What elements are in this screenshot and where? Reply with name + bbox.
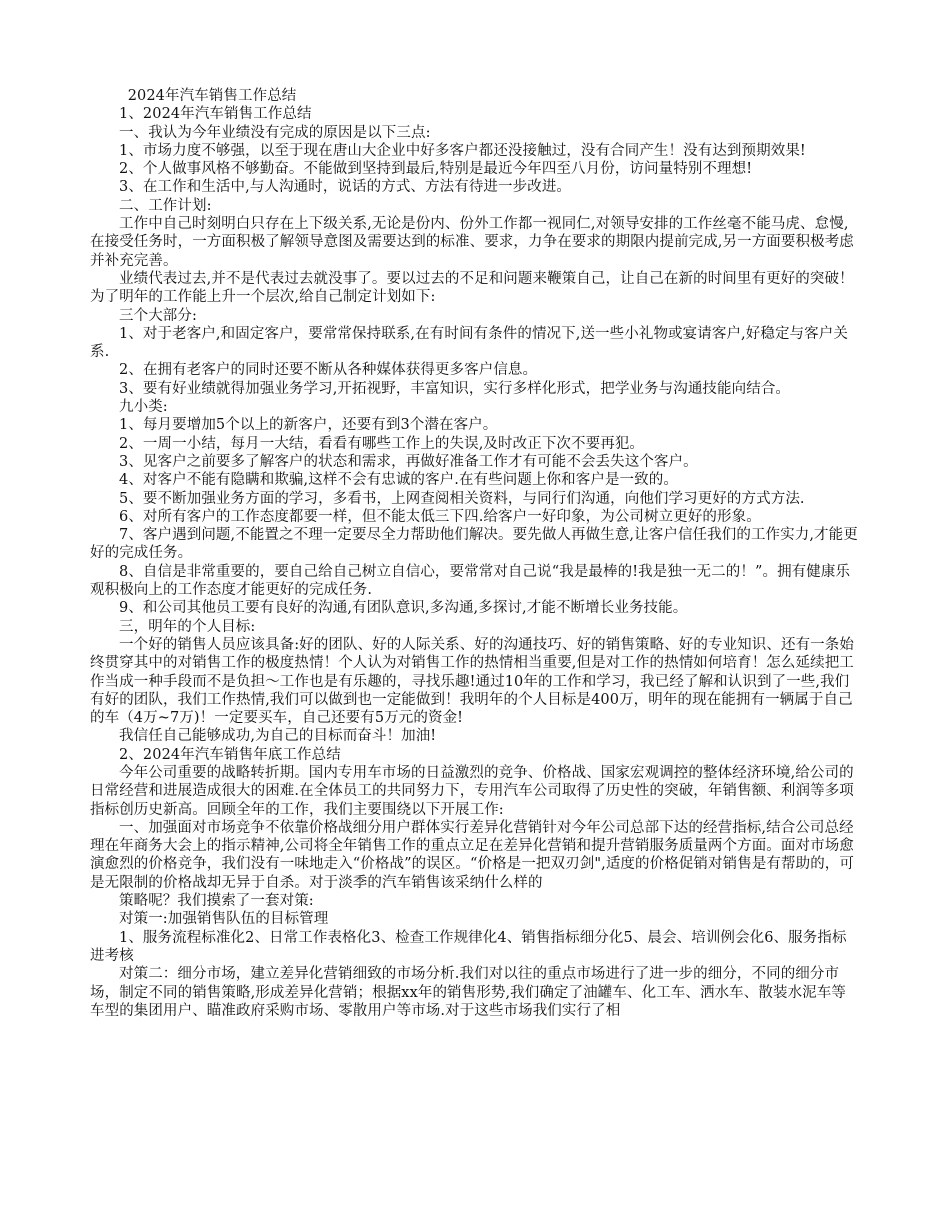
paragraph: 对策二：细分市场，建立差异化营销细致的市场分析.我们对以往的重点市场进行了进一步的细分，不同的细分市场，制定不同的销售策略,形成差异化营销；根据xx年的销售形势,我们确定了油罐车、化工车、洒水车、散装水泥车等车型的集团用户、瞄准政府采购市场、零散用户等市场.对于这些市场我们实行了相 <box>90 966 846 1019</box>
paragraph: 3、在工作和生活中,与人沟通时，说话的方式、方法有待进一步改进。 <box>119 179 572 196</box>
paragraph: 1、2024年汽车销售工作总结 <box>119 106 312 123</box>
paragraph: 2、2024年汽车销售年底工作总结 <box>119 746 341 763</box>
paragraph: 4、对客户不能有隐瞒和欺骗,这样不会有忠诚的客户.在有些问题上你和客户是一致的。 <box>119 472 678 489</box>
paragraph: 策略呢？我们摸索了一套对策: <box>119 893 314 910</box>
paragraph: 一个好的销售人员应该具备:好的团队、好的人际关系、好的沟通技巧、好的销售策略、好的专业知识、还有一条始终贯穿其中的对销售工作的极度热情！个人认为对销售工作的热情相当重要,但是对工作的热情如何培育！怎么延续把工作当成一种手段而不是负担～工作也是有乐趣的，寻找乐趣!通过10年的工作和学习，我已经了解和认识到了一些,我们有好的团队，我们工作热情,我们可以做到也一定能做到！我明年的个人目标是400万，明年的现在能拥有一辆属于自己的车（4万~7万)！一定要买车，自己还要有5万元的资金! <box>90 636 854 727</box>
paragraph: 一、加强面对市场竞争不依靠价格战细分用户群体实行差异化营销针对今年公司总部下达的经营指标,结合公司总经理在年商务大会上的指示精神,公司将全年销售工作的重点立足在差异化营销和提升营销服务质量两个方面。面对市场愈演愈烈的价格竞争，我们没有一味地走入“价格战”的误区。“价格是一把双刃剑",适度的价格促销对销售是有帮助的，可是无限制的价格战却无异于自杀。对于淡季的汽车销售该采纳什么样的 <box>90 819 855 891</box>
paragraph: 三个大部分: <box>119 307 197 324</box>
paragraph: 2、在拥有老客户的同时还要不断从各种媒体获得更多客户信息。 <box>119 362 538 379</box>
paragraph: 今年公司重要的战略转折期。国内专用车市场的日益激烈的竞争、价格战、国家宏观调控的整体经济环境,给公司的日常经营和进展造成很大的困难.在全体员工的共同努力下，专用汽车公司取得了历史性的突破，年销售额、利润等多项指标创历史新高。回顾全年的工作，我们主要围绕以下开展工作: <box>90 764 854 818</box>
paragraph: 2、个人做事风格不够勤奋。不能做到坚持到最后,特别是最近今年四至八月份，访问量特别不理想! <box>119 161 753 178</box>
paragraph: 1、对于老客户,和固定客户，要常常保持联系,在有时间有条件的情况下,送一些小礼物或宴请客户,好稳定与客户关系. <box>90 325 848 361</box>
paragraph: 1、每月要增加5个以上的新客户，还要有到3个潜在客户。 <box>119 417 498 434</box>
paragraph: 2、一周一小结，每月一大结，看看有哪些工作上的失误,及时改正下次不要再犯。 <box>119 435 645 452</box>
paragraph: 九小类: <box>119 399 168 416</box>
paragraph: 三，明年的个人目标: <box>119 618 256 635</box>
paragraph: 一、我认为今年业绩没有完成的原因是以下三点: <box>119 124 431 141</box>
paragraph: 业绩代表过去,并不是代表过去就没事了。要以过去的不足和问题来鞭策自己，让自己在新的时间里有更好的突破！为了明年的工作能上升一个层次,给自己制定计划如下: <box>90 270 854 306</box>
paragraph: 1、服务流程标准化2、日常工作表格化3、检查工作规律化4、销售指标细分化5、晨会、培训例会化6、服务指标进考核 <box>90 929 847 964</box>
paragraph: 工作中自己时刻明白只存在上下级关系,无论是份内、份外工作都一视同仁,对领导安排的工作丝毫不能马虎、怠慢,在接受任务时，一方面积极了解领导意图及需要达到的标准、要求，力争在要求的期限内提前完成,另一方面要积极考虑并补充完善。 <box>90 216 854 269</box>
paragraph: 6、对所有客户的工作态度都要一样，但不能太低三下四.给客户一好印象，为公司树立更好的形象。 <box>119 508 761 525</box>
paragraph: 二、工作计划: <box>119 197 212 214</box>
paragraph: 8、自信是非常重要的，要自己给自己树立自信心，要常常对自己说“我是最棒的!我是独一无二的！”。拥有健康乐观积极向上的工作态度才能更好的完成任务. <box>90 563 851 599</box>
paragraph: 7、客户遇到问题,不能置之不理一定要尽全力帮助他们解决。要先做人再做生意,让客户信任我们的工作实力,才能更好的完成任务。 <box>90 527 858 562</box>
paragraph: 5、要不断加强业务方面的学习，多看书，上网查阅相关资料，与同行们沟通，向他们学习更好的方式方法. <box>119 490 805 507</box>
document-page <box>90 87 860 1020</box>
paragraph: 9、和公司其他员工要有良好的沟通,有团队意识,多沟通,多探讨,才能不断增长业务技能。 <box>119 600 688 617</box>
paragraph: 3、要有好业绩就得加强业务学习,开拓视野，丰富知识，实行多样化形式，把学业务与沟通技能向结合。 <box>119 380 791 397</box>
paragraph: 1、市场力度不够强，以至于现在唐山大企业中好多客户都还没接触过，没有合同产生！没有达到预期效果! <box>119 142 806 159</box>
paragraph: 3、见客户之前要多了解客户的状态和需求，再做好准备工作才有可能不会丢失这个客户。 <box>119 453 698 470</box>
paragraph: 对策一:加强销售队伍的目标管理 <box>119 911 329 928</box>
document-title: 2024年汽车销售工作总结 <box>127 88 297 104</box>
paragraph: 我信任自己能够成功,为自己的目标而奋斗！加油! <box>119 728 437 745</box>
